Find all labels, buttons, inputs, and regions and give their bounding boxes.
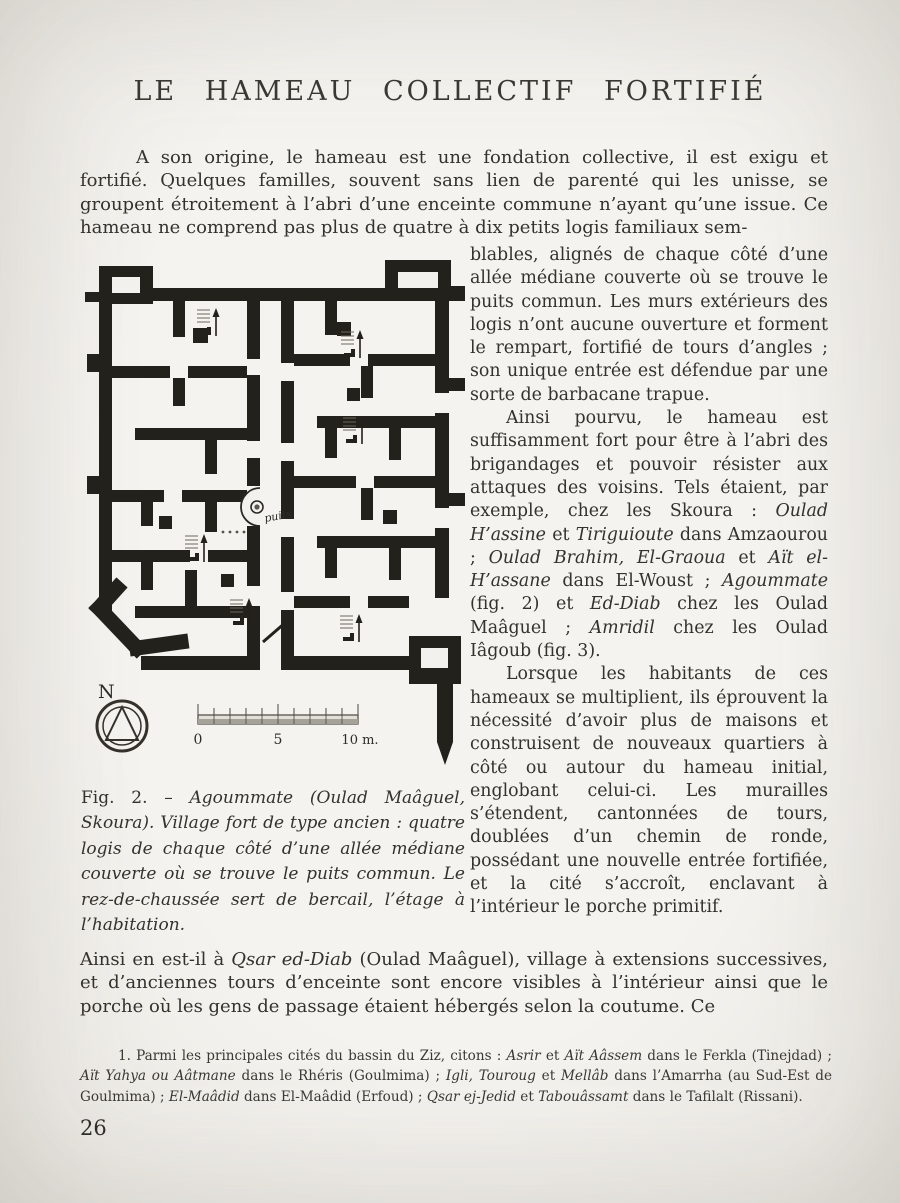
scale-label-10m: 10 m. bbox=[341, 733, 379, 748]
stairs-icon bbox=[340, 614, 363, 642]
stairs-icon bbox=[230, 598, 253, 626]
page-number: 26 bbox=[80, 1116, 107, 1140]
figure-caption: Fig. 2. – Agoummate (Oulad Maâguel, Skoura). Village fort de type ancien : quatre logis de chaque côté d’une allée médiane couverte où se trouve le puits commun. Le rez-de-chaussée sert de bercail, l’étage à l’habitation. bbox=[81, 788, 465, 936]
stairs-icon bbox=[185, 534, 208, 562]
compass-north-label: N bbox=[98, 681, 115, 703]
scale-label-5: 5 bbox=[273, 732, 283, 748]
well-label: puits bbox=[263, 507, 293, 525]
paragraph-bottom: Ainsi en est-il à Qsar ed-Diab (Oulad Maâguel), village à extensions successives, et d’anciennes tours d’enceinte sont encore visibles à l’intérieur ainsi que le porche où les gens de passage étaient hébergés selon la coutume. Ce bbox=[80, 949, 828, 1017]
stairs-icon bbox=[197, 308, 220, 336]
scale-bar bbox=[194, 704, 379, 748]
paragraph-intro: A son origine, le hameau est une fondation collective, il est exigu et fortifié. Quelques familles, souvent sans lien de parenté qui les unisse, se groupent étroitement à l’abri d’une enceinte commune n’ayant qu’une issue. Ce hameau ne comprend pas plus de quatre à dix petits logis familiaux sem- bbox=[80, 147, 828, 238]
scale-label-0: 0 bbox=[193, 732, 203, 748]
figure-floorplan bbox=[85, 258, 465, 773]
page-title: LE HAMEAU COLLECTIF FORTIFIÉ bbox=[133, 76, 767, 107]
paragraph-wrap-2: Ainsi pourvu, le hameau est suffisamment fort pour être à l’abri des brigandages et pouvoir résister aux attaques des voisins. Tels étaient, par exemple, chez les Skoura : Oulad H’assine et Tiriguioute dans Amzaourou ; Oulad Brahim, El-Graoua et Aït el-H’assane dans El-Woust ; Agoummate (fig. 2) et Ed-Diab chez les Oulad Maâguel ; Amridil chez les Oulad Iâgoub (fig. 3). bbox=[470, 408, 829, 662]
paragraph-wrap-3: Lorsque les habitants de ces hameaux se multiplient, ils éprouvent la nécessité d’avoir plus de maisons et construisent de nouveaux quartiers à côté ou autour du hameau initial, englobant celui-ci. Les murailles s’étendent, cantonnées de tours, doublées d’un chemin de ronde, possédant une nouvelle entrée fortifiée, et la cité s’accroît, enclavant à l’intérieur le porche primitif. bbox=[470, 664, 828, 918]
footnote: 1. Parmi les principales cités du bassin du Ziz, citons : Asrir et Aït Aâssem dans le Ferkla (Tinejdad) ; Aït Yahya ou Aâtmane dans le Rhéris (Goulmima) ; Igli, Touroug et Mellâb dans l’Amarrha (au Sud-Est de Goulmima) ; El-Maâdid dans El-Maâdid (Erfoud) ; Qsar ej-Jedid et Tabouâssamt dans le Tafilalt (Rissani). bbox=[80, 1048, 832, 1105]
compass-icon bbox=[97, 681, 147, 751]
paragraph-wrap-1: blables, alignés de chaque côté d’une allée médiane couverte où se trouve le puits commun. Les murs extérieurs des logis n’ont aucune ouverture et forment le rempart, fortifié de tours d’angles ; son unique entrée est défendue par une sorte de barbacane trapue. bbox=[470, 245, 828, 405]
column-right bbox=[470, 244, 828, 920]
floorplan-drawing bbox=[85, 258, 465, 773]
